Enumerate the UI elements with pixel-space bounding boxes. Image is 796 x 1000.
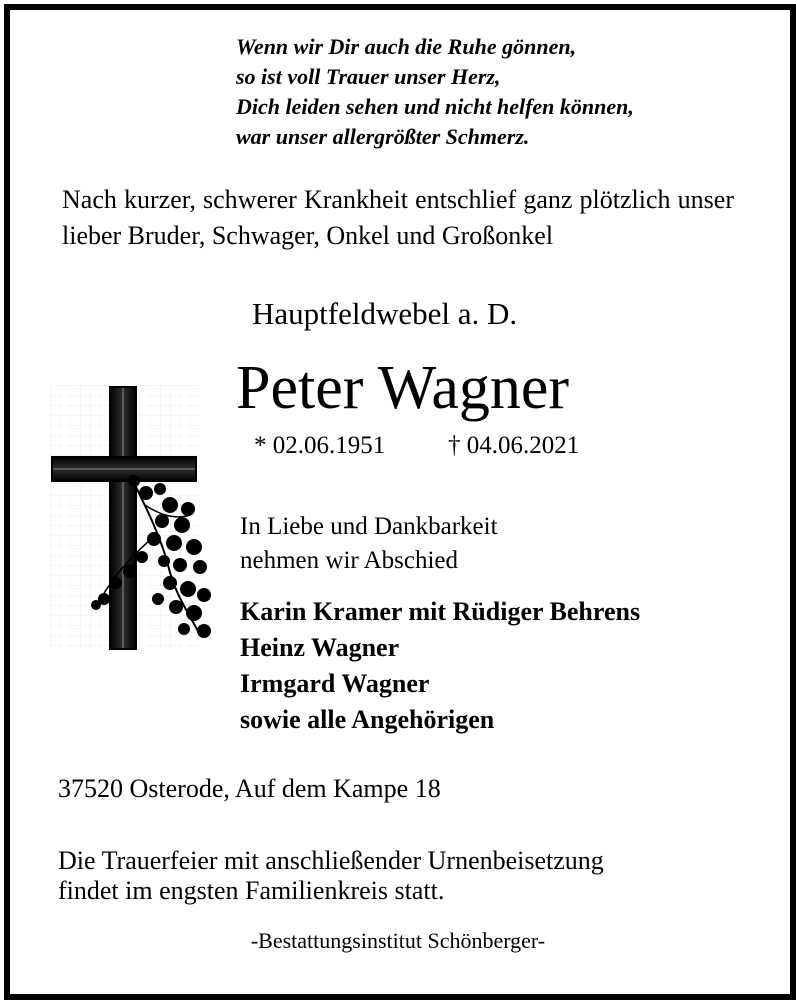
mourner-name: Heinz Wagner — [240, 633, 400, 662]
mourner-name: sowie alle Angehörigen — [240, 705, 495, 734]
poem — [236, 32, 634, 152]
mourners-list — [240, 594, 640, 738]
poem-line: Dich leiden sehen und nicht helfen können, — [236, 94, 634, 119]
farewell-line: nehmen wir Abschied — [240, 547, 459, 574]
mourner-name: Irmgard Wagner — [240, 669, 430, 698]
address: 37520 Osterode, Auf dem Kampe 18 — [58, 774, 441, 803]
cross-with-ivy-icon — [50, 385, 220, 655]
birth-date: * 02.06.1951 — [254, 432, 386, 459]
death-date: † 04.06.2021 — [448, 432, 580, 459]
farewell-text — [240, 510, 498, 578]
deceased-rank: Hauptfeldwebel a. D. — [252, 296, 518, 331]
poem-line: Wenn wir Dir auch die Ruhe gönnen, — [236, 34, 577, 59]
ceremony-notice — [58, 846, 604, 906]
mourner-name: Karin Kramer mit Rüdiger Behrens — [240, 597, 641, 626]
ceremony-line: Die Trauerfeier mit anschließender Urnenbeisetzung — [58, 846, 604, 875]
poem-line: war unser allergrößter Schmerz. — [236, 124, 530, 149]
farewell-line: In Liebe und Dankbarkeit — [240, 513, 498, 540]
poem-line: so ist voll Trauer unser Herz, — [236, 64, 501, 89]
intro-text: Nach kurzer, schwerer Krankheit entschlief ganz plötzlich unser lieber Bruder, Schwager, Onkel und Großonkel — [62, 185, 734, 250]
undertaker-credit: -Bestattungsinstitut Schönberger- — [250, 928, 546, 953]
deceased-name: Peter Wagner — [236, 354, 570, 422]
ceremony-line: findet im engsten Familienkreis statt. — [58, 876, 445, 905]
